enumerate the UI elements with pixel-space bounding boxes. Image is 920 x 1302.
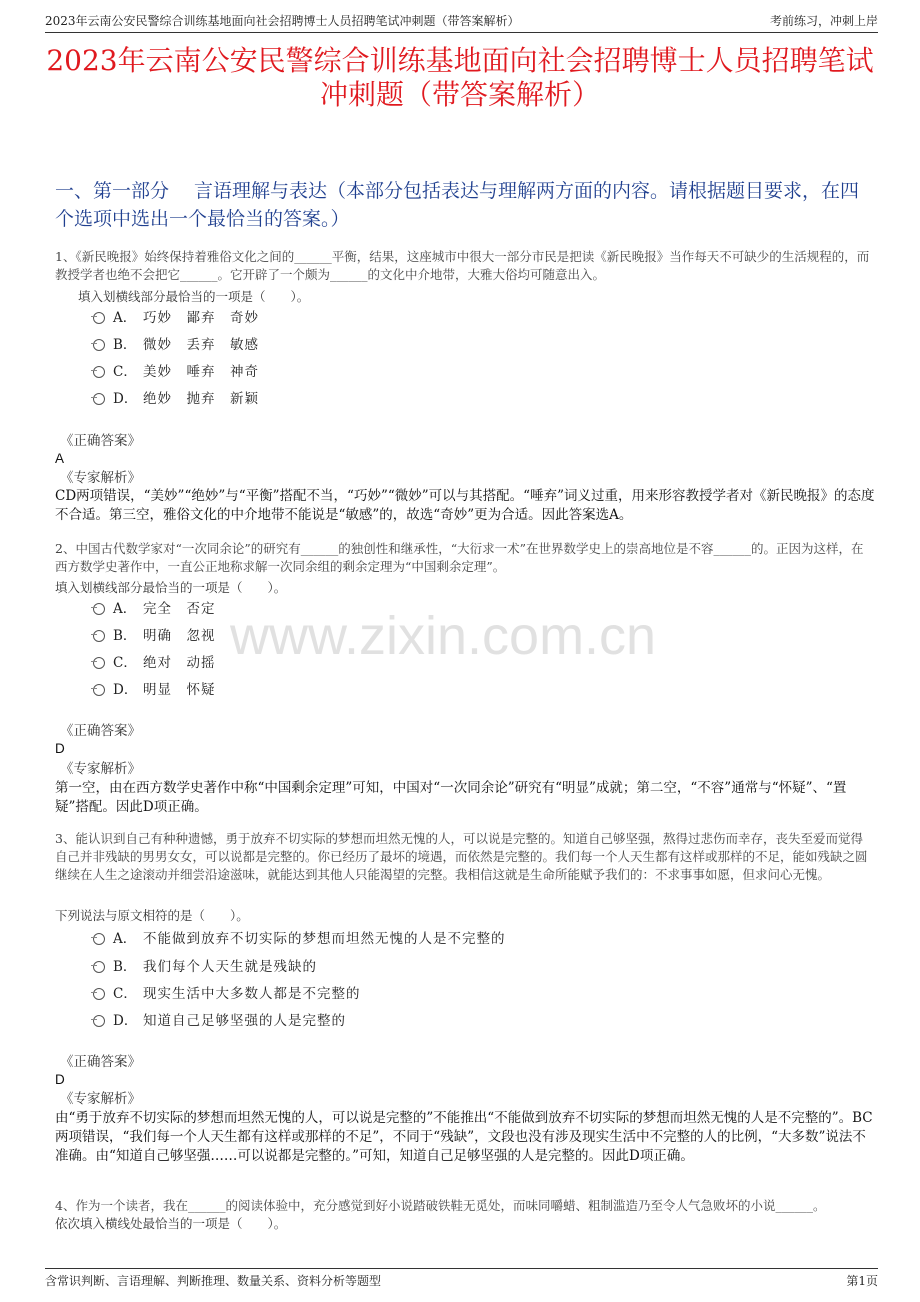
question-2-ask: 填入划横线部分最恰当的一项是（ ）。 <box>55 580 287 595</box>
radio-icon[interactable] <box>93 933 105 945</box>
question-3-ask: 下列说法与原文相符的是（ ）。 <box>55 908 249 923</box>
question-1-analysis-label: 《专家解析》 <box>60 470 141 486</box>
question-2-analysis: 第一空，由在西方数学史著作中称“中国剩余定理”可知，中国对“一次同余论”研究有“明显”成就；第二空，“不容”通常与“怀疑”、“置疑”搭配。因此D项正确。 <box>55 780 847 815</box>
question-1-option-d[interactable]: D． 绝妙 抛弃 新颖 <box>93 389 259 409</box>
question-3-analysis: 由“勇于放弃不切实际的梦想而坦然无愧的人，可以说是完整的”不能推出“不能做到放弃不切实际的梦想而坦然无愧的人是不完整的”。BC两项错误，“我们每一个人天生都有这样或那样的不足”，不同于“残缺”，文段也没有涉及现实生活中不完整的人的比例，“大多数”说法不准确。由“知道自己够坚强……可以说都是完整的。”可知，知道自己足够坚强的人是完整的。因此D项正确。 <box>55 1110 873 1164</box>
question-3-answer-label: 《正确答案》 <box>60 1054 141 1070</box>
question-4-stem: 4、作为一个读者，我在______的阅读体验中，充分感觉到好小说踏破铁鞋无觅处，而味同嚼蜡、粗制滥造乃至令人气急败坏的小说______。 <box>55 1198 826 1213</box>
question-2-answer-label: 《正确答案》 <box>60 723 141 739</box>
question-2-analysis-label: 《专家解析》 <box>60 761 141 777</box>
header-slogan: 考前练习，冲刺上岸 <box>769 14 878 28</box>
question-1-option-a[interactable]: A． 巧妙 鄙弃 奇妙 <box>93 308 259 328</box>
question-2-answer: D <box>55 741 65 756</box>
question-3-option-c[interactable]: C． 现实生活中大多数人都是不完整的 <box>93 984 361 1004</box>
question-1-analysis: CD两项错误，“美妙”“绝妙”与“平衡”搭配不当，“巧妙”“微妙”可以与其搭配。“唾弃”词义过重，用来形容教授学者对《新民晚报》的态度不合适。第三空，雅俗文化的中介地带不能说是“敏感”的，故选“奇妙”更为合适。因此答案选A。 <box>55 488 875 523</box>
question-3-option-a[interactable]: A． 不能做到放弃不切实际的梦想而坦然无愧的人是不完整的 <box>93 929 506 949</box>
question-3-stem: 3、能认识到自己有种种遗憾，勇于放弃不切实际的梦想而坦然无愧的人，可以说是完整的。知道自己够坚强，熬得过悲伤而幸存，丧失至爱而觉得自己并非残缺的男男女女，可以说都是完整的。你已经历了最坏的境遇，而依然是完整的。我们每一个人天生都有这样或那样的不足，能如残缺之圆继续在人生之途滚动并细尝沿途滋味，就能达到其他人只能渴望的完整。我相信这就是生命所能赋予我们的：不求事事如愿，但求问心无愧。 <box>55 831 868 882</box>
radio-icon[interactable] <box>93 988 105 1000</box>
radio-icon[interactable] <box>93 657 105 669</box>
radio-icon[interactable] <box>93 1015 105 1027</box>
watermark: www.zixin.com.cn <box>230 606 657 666</box>
question-2-option-b[interactable]: B． 明确 忽视 <box>93 626 216 646</box>
radio-icon[interactable] <box>93 393 105 405</box>
radio-icon[interactable] <box>93 366 105 378</box>
radio-icon[interactable] <box>93 961 105 973</box>
radio-icon[interactable] <box>93 312 105 324</box>
radio-icon[interactable] <box>93 630 105 642</box>
radio-icon[interactable] <box>93 603 105 615</box>
page-header <box>45 10 878 33</box>
question-2-option-a[interactable]: A． 完全 否定 <box>93 599 216 619</box>
question-3-answer: D <box>55 1072 65 1087</box>
question-1-stem: 1、《新民晚报》始终保持着雅俗文化之间的______平衡，结果，这座城市中很大一部分市民是把读《新民晚报》当作每天不可缺少的生活规程的，而教授学者也绝不会把它______。它开辟了一个颇为______的文化中介地带，大雅大俗均可随意出入。 <box>55 249 870 282</box>
header-doc-title: 2023年云南公安民警综合训练基地面向社会招聘博士人员招聘笔试冲刺题（带答案解析） <box>45 14 520 28</box>
question-1-ask: 填入划横线部分最恰当的一项是（ ）。 <box>78 289 310 304</box>
document-title: 2023年云南公安民警综合训练基地面向社会招聘博士人员招聘笔试冲刺题（带答案解析） <box>46 44 874 111</box>
radio-icon[interactable] <box>93 339 105 351</box>
page-footer <box>45 1268 878 1291</box>
question-3-option-b[interactable]: B． 我们每个人天生就是残缺的 <box>93 957 317 977</box>
question-1-answer: A <box>55 451 65 466</box>
question-1-answer-label: 《正确答案》 <box>60 433 141 449</box>
radio-icon[interactable] <box>93 684 105 696</box>
section-heading: 一、第一部分 言语理解与表达（本部分包括表达与理解两方面的内容。请根据题目要求，在四个选项中选出一个最恰当的答案。） <box>55 180 860 230</box>
footer-topics: 含常识判断、言语理解、判断推理、数量关系、资料分析等题型 <box>45 1274 382 1288</box>
question-2-stem: 2、中国古代数学家对“一次同余论”的研究有______的独创性和继承性，“大衍求一术”在世界数学史上的崇高地位是不容______的。正因为这样，在西方数学史著作中，一直公正地称求解一次同余组的剩余定理为“中国剩余定理”。 <box>55 541 864 574</box>
question-1-option-c[interactable]: C． 美妙 唾弃 神奇 <box>93 362 259 382</box>
question-3-option-d[interactable]: D． 知道自己足够坚强的人是完整的 <box>93 1011 346 1031</box>
question-2-option-d[interactable]: D． 明显 怀疑 <box>93 680 216 700</box>
question-1-option-b[interactable]: B． 微妙 丢弃 敏感 <box>93 335 259 355</box>
question-4-ask: 依次填入横线处最恰当的一项是（ ）。 <box>55 1216 287 1231</box>
question-2-option-c[interactable]: C． 绝对 动摇 <box>93 653 216 673</box>
question-3-analysis-label: 《专家解析》 <box>60 1091 141 1107</box>
page-number: 第1页 <box>846 1274 878 1288</box>
